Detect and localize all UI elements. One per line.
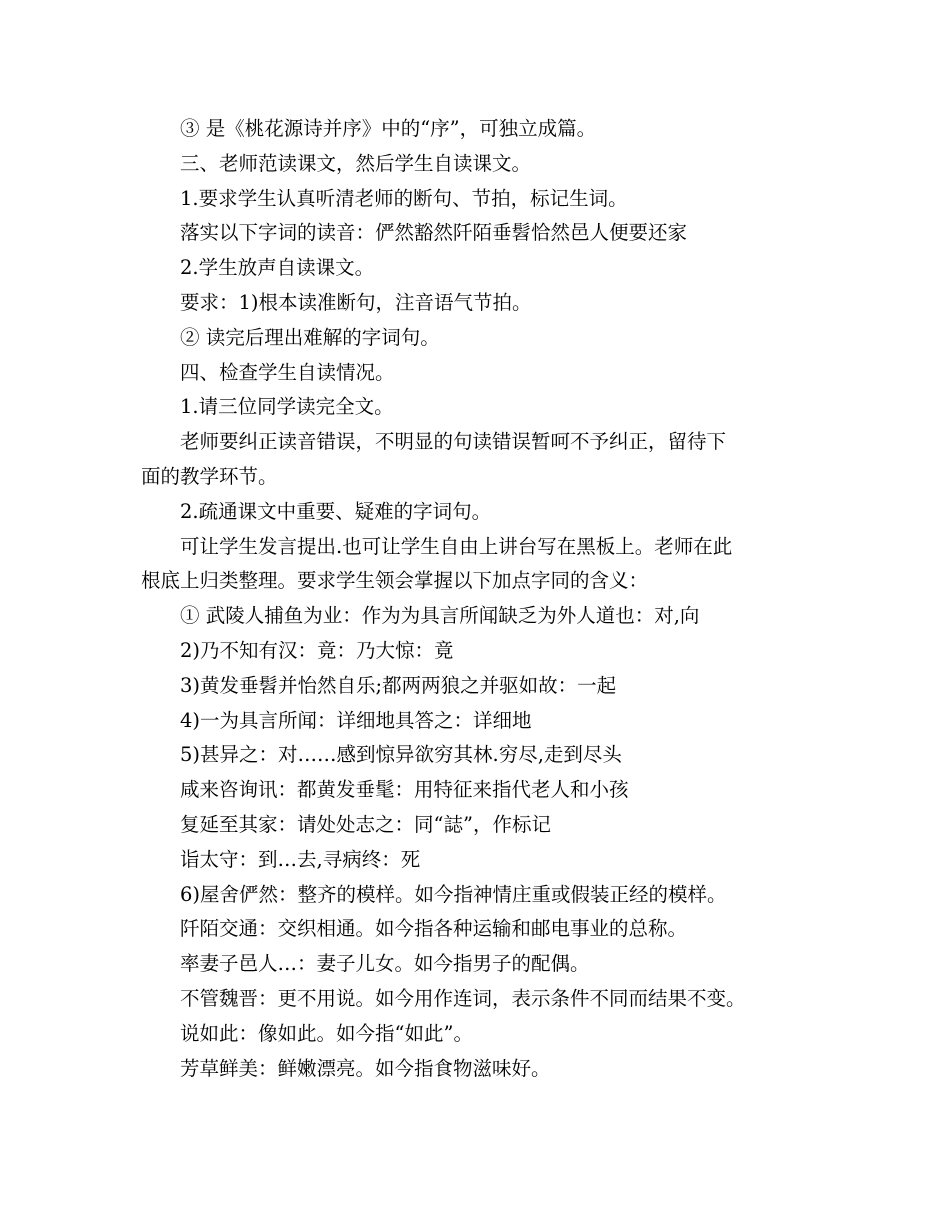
- text-line: 要求：1)根本读准断句，注音语气节拍。: [180, 290, 532, 314]
- text-line: 2)乃不知有汉：竟：乃大惊：竟: [180, 638, 454, 662]
- text-line: 咸来咨询讯：都黄发垂髦：用特征来指代老人和小孩: [180, 778, 629, 802]
- text-line: 4)一为具言所闻：详细地具答之：详细地: [180, 708, 532, 732]
- text-line: 根底上归类整理。要求学生领会掌握以下加点字同的含义：: [141, 569, 649, 593]
- text-line: 1.请三位同学读完全文。: [180, 395, 394, 419]
- text-line: 6)屋舍俨然：整齐的模样。如今指神情庄重或假装正经的模样。: [180, 882, 727, 906]
- section-heading: 三、老师范读课文，然后学生自读课文。: [180, 151, 532, 175]
- text-line: 阡陌交通：交织相通。如今指各种运输和邮电事业的总称。: [180, 917, 688, 941]
- text-line: 老师要纠正读音错误，不明显的句读错误暂呵不予纠正，留待下: [180, 430, 727, 454]
- text-line: 面的教学环节。: [141, 464, 278, 488]
- document-body: [141, 112, 821, 1086]
- text-line: ① 武陵人捕鱼为业：作为为具言所闻缺乏为外人道也：对,向: [180, 604, 700, 628]
- text-line: 1.要求学生认真听清老师的断句、节拍，标记生词。: [180, 186, 628, 210]
- text-line: 3)黄发垂髫并怡然自乐;都两两狼之并驱如故：一起: [180, 673, 617, 697]
- text-line: 5)甚异之：对……感到惊异欲穷其林.穷尽,走到尽头: [180, 743, 622, 767]
- text-line: 2.学生放声自读课文。: [180, 256, 375, 280]
- text-line: 不管魏晋：更不用说。如今用作连词，表示条件不同而结果不变。: [180, 986, 746, 1010]
- text-line: ③ 是《桃花源诗并序》中的“序”，可独立成篇。: [180, 117, 597, 140]
- text-line: 落实以下字词的读音：俨然豁然阡陌垂髫恰然邑人便要还家: [180, 221, 688, 245]
- text-line: 芳草鲜美：鲜嫩漂亮。如今指食物滋味好。: [180, 1056, 551, 1080]
- text-line: 率妻子邑人…：妻子儿女。如今指男子的配偶。: [180, 952, 590, 976]
- text-line: ② 读完后理出难解的字词句。: [180, 325, 440, 349]
- text-line: 说如此：像如此。如今指“如此”。: [180, 1021, 473, 1045]
- section-heading: 四、检查学生自读情况。: [180, 360, 395, 384]
- text-line: 可让学生发言提出.也可让学生自由上讲台写在黑板上。老师在此: [180, 534, 733, 558]
- text-line: 2.疏通课文中重要、疑难的字词句。: [180, 499, 492, 523]
- text-line: 复延至其家：请处处志之：同“誌”，作标记: [180, 812, 551, 836]
- text-line: 诣太守：到…去,寻病终：死: [180, 847, 421, 871]
